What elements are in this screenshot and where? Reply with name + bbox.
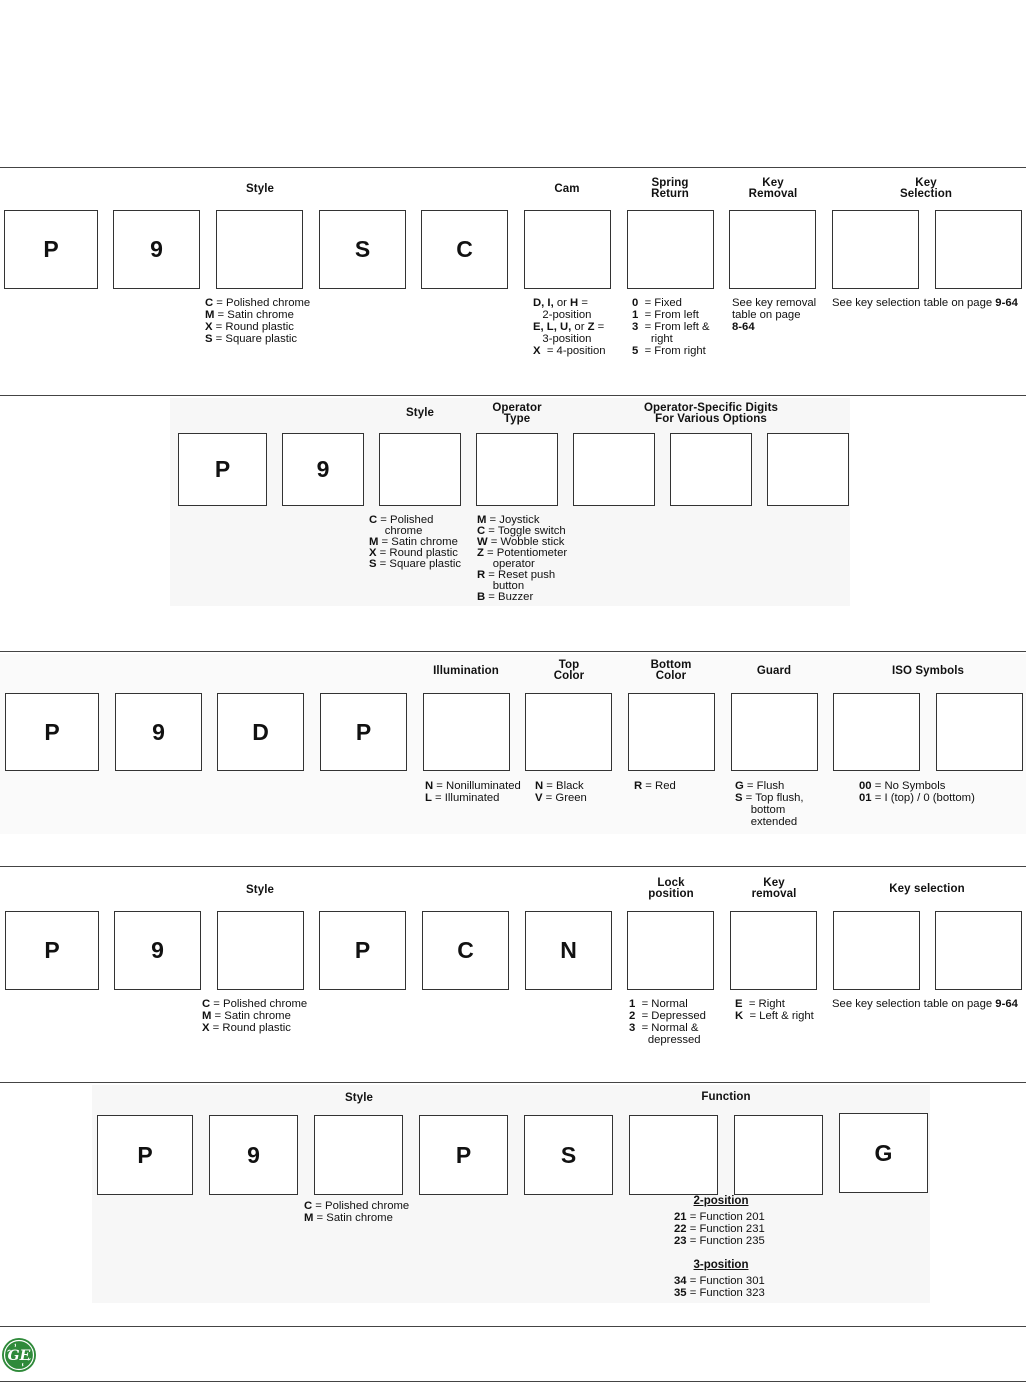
digit-box-7: [628, 693, 715, 771]
digit-box-6: N: [525, 911, 612, 990]
digit-box-1: P: [5, 693, 99, 771]
style-options: [369, 515, 461, 570]
function-header: Function: [701, 1091, 751, 1103]
section-divider: [0, 866, 1026, 867]
option-row: 2 = Depressed: [629, 1010, 706, 1022]
digit-box-7: [734, 1115, 823, 1195]
option-row: 35 = Function 323: [674, 1287, 765, 1299]
option-row: M = Satin chrome: [202, 1010, 291, 1022]
key-selection-header: Key Selection: [899, 177, 953, 200]
option-row: X = Round plastic: [369, 547, 458, 559]
option-row: M = Satin chrome: [304, 1212, 393, 1224]
top-color-header: Top Color: [553, 659, 585, 682]
digit-box-10: [936, 693, 1023, 771]
guard-header: Guard: [756, 665, 792, 677]
option-row: 3-position: [533, 333, 592, 345]
option-row: C = Polished chrome: [205, 297, 311, 309]
digit-box-2: 9: [209, 1115, 298, 1195]
option-row: S = Top flush,: [735, 792, 804, 804]
digit-box-6: [670, 433, 752, 506]
option-row: extended: [735, 816, 798, 828]
option-row: 0 = Fixed: [632, 297, 682, 309]
digit-box-3: [217, 911, 304, 990]
option-row: C = Polished chrome: [202, 998, 308, 1010]
operator-digits-header: Operator-Specific Digits For Various Options: [643, 402, 779, 425]
option-row: button: [477, 580, 525, 592]
two-position-options: [674, 1211, 765, 1247]
iso-symbols-options: [859, 780, 975, 804]
option-row: C = Toggle switch: [477, 525, 566, 537]
key-removal-header: Key Removal: [748, 177, 798, 200]
digit-box-2: 9: [115, 693, 202, 771]
digit-box-8: [731, 693, 818, 771]
option-row: chrome: [369, 525, 423, 537]
option-row: Z = Potentiometer: [477, 547, 568, 559]
option-row: C = Polished chrome: [304, 1200, 410, 1212]
option-row: N = Nonilluminated: [425, 780, 521, 792]
digit-box-5: C: [421, 210, 508, 289]
style-header: Style: [246, 884, 274, 896]
bottom-color-options: [634, 780, 676, 792]
option-row: S = Square plastic: [369, 558, 462, 570]
option-row: R = Red: [634, 780, 676, 792]
key-selection-note: See key selection table on page 9-64: [832, 297, 1018, 309]
key-selection-header: Key selection: [889, 883, 965, 895]
digit-box-10: [935, 911, 1022, 990]
digit-box-9: [833, 693, 920, 771]
section-divider: [0, 395, 1026, 396]
option-row: W = Wobble stick: [477, 536, 565, 548]
option-row: 1 = From left: [632, 309, 699, 321]
key-selection-note: See key selection table on page 9-64: [832, 998, 1018, 1010]
two-position-title: 2-position: [693, 1195, 749, 1207]
iso-symbols-header: ISO Symbols: [891, 665, 965, 677]
option-row: X = Round plastic: [202, 1022, 291, 1034]
option-row: V = Green: [535, 792, 587, 804]
style-header: Style: [246, 183, 274, 195]
style-options: [304, 1200, 409, 1224]
lock-position-options: [629, 998, 706, 1046]
option-row: 1 = Normal: [629, 998, 688, 1010]
option-row: M = Satin chrome: [205, 309, 294, 321]
cam-header: Cam: [554, 183, 580, 195]
option-row: B = Buzzer: [477, 591, 534, 603]
operator-type-header: Operator Type: [492, 402, 542, 425]
digit-box-3: [379, 433, 461, 506]
option-row: 00 = No Symbols: [859, 780, 946, 792]
digit-box-1: P: [178, 433, 267, 506]
top-color-options: [535, 780, 587, 804]
option-row: 3 = From left &: [632, 321, 710, 333]
digit-box-4: [476, 433, 558, 506]
digit-box-9: [833, 911, 920, 990]
option-row: E = Right: [735, 998, 785, 1010]
key-removal-options: [735, 998, 814, 1022]
digit-box-10: [935, 210, 1022, 289]
digit-box-7: [627, 911, 714, 990]
digit-box-3: D: [217, 693, 304, 771]
option-row: L = Illuminated: [425, 792, 500, 804]
digit-box-6: [524, 210, 611, 289]
option-row: G = Flush: [735, 780, 785, 792]
digit-box-1: P: [4, 210, 98, 289]
option-row: M = Joystick: [477, 514, 540, 526]
three-position-options: [674, 1275, 765, 1299]
digit-box-5: [423, 693, 510, 771]
digit-box-4: S: [319, 210, 406, 289]
cam-options: [533, 297, 606, 357]
option-row: operator: [477, 558, 535, 570]
option-row: depressed: [629, 1034, 701, 1046]
digit-box-5: S: [524, 1115, 613, 1195]
section-divider: [0, 167, 1026, 168]
option-row: K = Left & right: [735, 1010, 814, 1022]
option-row: X = Round plastic: [205, 321, 294, 333]
ge-logo-icon: [1, 1337, 37, 1373]
option-row: bottom: [735, 804, 786, 816]
option-row: 3 = Normal &: [629, 1022, 699, 1034]
section-divider: [0, 651, 1026, 652]
lock-position-header: Lock position: [648, 877, 694, 900]
style-header: Style: [406, 407, 434, 419]
section-divider: [0, 1082, 1026, 1083]
option-row: 21 = Function 201: [674, 1211, 765, 1223]
option-row: right: [632, 333, 673, 345]
digit-box-2: 9: [282, 433, 364, 506]
digit-box-2: 9: [114, 911, 201, 990]
digit-box-8: G: [839, 1113, 928, 1193]
option-row: 2-position: [533, 309, 592, 321]
illumination-header: Illumination: [433, 665, 499, 677]
option-row: 22 = Function 231: [674, 1223, 765, 1235]
key-removal-note: See key removal table on page 8-64: [732, 297, 817, 333]
digit-box-8: [730, 911, 817, 990]
digit-box-5: C: [422, 911, 509, 990]
digit-box-9: [832, 210, 919, 289]
spring-return-header: Spring Return: [651, 177, 689, 200]
style-options: [205, 297, 310, 345]
svg-text:GE: GE: [7, 1348, 31, 1364]
section-divider: [0, 1381, 1026, 1382]
digit-box-4: P: [320, 693, 407, 771]
option-row: 34 = Function 301: [674, 1275, 765, 1287]
option-row: M = Satin chrome: [369, 536, 458, 548]
digit-box-4: P: [419, 1115, 508, 1195]
illumination-options: [425, 780, 521, 804]
digit-box-5: [573, 433, 655, 506]
option-row: S = Square plastic: [205, 333, 298, 345]
option-row: N = Black: [535, 780, 584, 792]
digit-box-7: [627, 210, 714, 289]
digit-box-6: [525, 693, 612, 771]
digit-box-4: P: [319, 911, 406, 990]
operator-type-options: [477, 515, 567, 603]
section-divider: [0, 1326, 1026, 1327]
option-row: D, I, or H =: [533, 297, 588, 309]
digit-box-6: [629, 1115, 718, 1195]
guard-options: [735, 780, 804, 828]
digit-box-3: [314, 1115, 403, 1195]
option-row: 5 = From right: [632, 345, 706, 357]
option-row: X = 4-position: [533, 345, 606, 357]
option-row: C = Polished: [369, 514, 434, 526]
digit-box-8: [729, 210, 816, 289]
digit-box-1: P: [5, 911, 99, 990]
option-row: 23 = Function 235: [674, 1235, 765, 1247]
style-options: [202, 998, 307, 1034]
key-removal-header: Key removal: [751, 877, 797, 900]
option-row: 01 = I (top) / 0 (bottom): [859, 792, 975, 804]
bottom-color-header: Bottom Color: [650, 659, 692, 682]
spring-return-options: [632, 297, 710, 357]
digit-box-7: [767, 433, 849, 506]
option-row: R = Reset push: [477, 569, 556, 581]
option-row: E, L, U, or Z =: [533, 321, 605, 333]
three-position-title: 3-position: [693, 1259, 749, 1271]
digit-box-2: 9: [113, 210, 200, 289]
style-header: Style: [345, 1092, 373, 1104]
digit-box-1: P: [97, 1115, 193, 1195]
digit-box-3: [216, 210, 303, 289]
